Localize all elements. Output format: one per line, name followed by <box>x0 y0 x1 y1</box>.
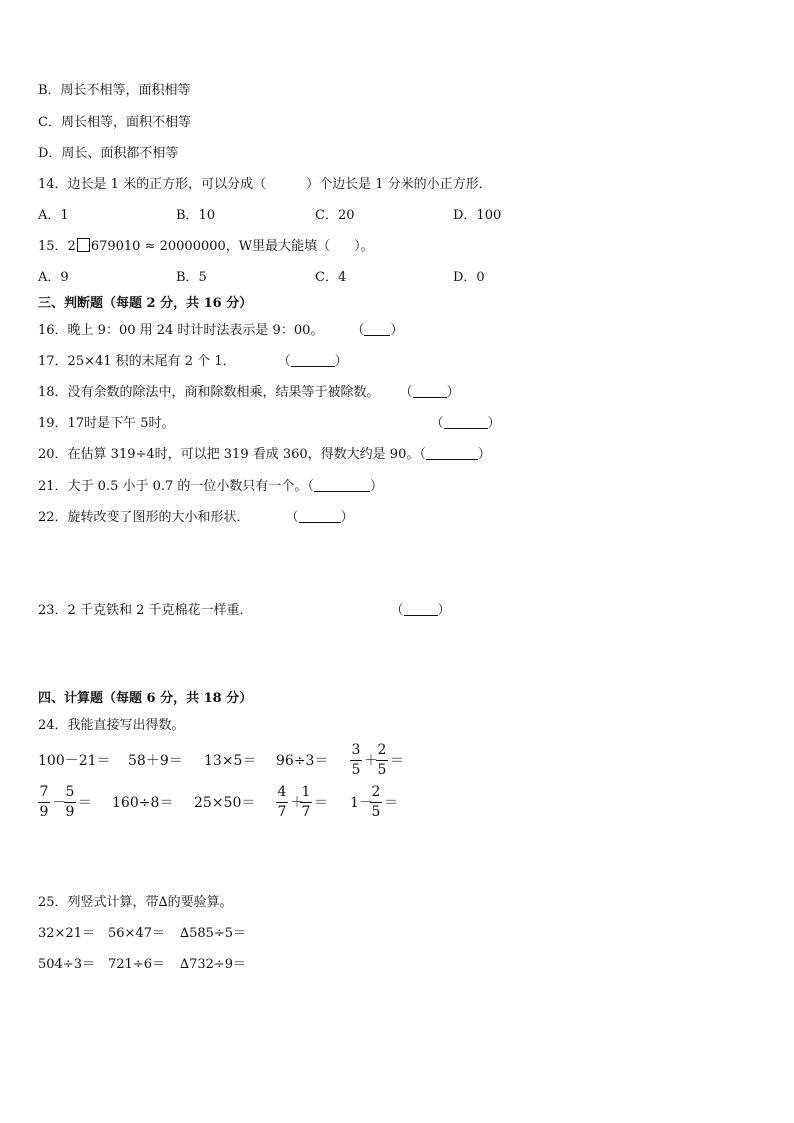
judgment-20-open: （ <box>419 447 426 462</box>
calc-25-6: ∆732÷9＝ <box>180 957 247 972</box>
calc-25-2: 56×47＝ <box>108 926 165 941</box>
judgment-18-open: （ <box>399 385 413 400</box>
judgment-22-blank[interactable] <box>299 508 341 528</box>
fraction-7-9 <box>38 784 50 821</box>
calc-25-1: 32×21＝ <box>38 926 95 941</box>
judgment-19-open: （ <box>430 416 444 431</box>
numerator: 2 <box>371 784 381 800</box>
calc-24-3: 13×5＝ <box>204 753 257 769</box>
question-15-text-c: ）。 <box>354 239 374 254</box>
question-24-title: 24．我能直接写出得数。 <box>38 718 185 733</box>
judgment-17-close: ） <box>334 354 348 369</box>
judgment-20-close: ） <box>477 447 491 462</box>
judgment-23-blank[interactable] <box>404 601 438 621</box>
question-14-text-a: 14．边长是 1 米的正方形，可以分成（ <box>38 177 267 192</box>
numerator: 5 <box>65 784 75 800</box>
fraction-2-5b <box>370 784 382 821</box>
fraction-4-7 <box>276 784 288 821</box>
option-d-prev: D．周长、面积都不相等 <box>38 146 179 161</box>
question-14-text-b: ）个边长是 1 分米的小正方形． <box>306 177 492 192</box>
judgment-19-close: ） <box>487 416 501 431</box>
denominator: 5 <box>371 804 381 820</box>
q14-option-d: D．100 <box>453 208 502 223</box>
numerator: 4 <box>277 784 287 800</box>
judgment-20 <box>38 445 491 465</box>
judgment-21-blank[interactable] <box>314 477 370 497</box>
judgment-16-text: 16．晚上 9：00 用 24 时计时法表示是 9：00。 <box>38 323 324 338</box>
judgment-22-open: （ <box>285 510 299 525</box>
judgment-19 <box>38 414 501 434</box>
plus-operator: ＋ <box>364 753 378 769</box>
judgment-16-open: （ <box>351 323 365 338</box>
calc-24-4: 96÷3＝ <box>276 753 329 769</box>
judgment-16-close: ） <box>390 323 404 338</box>
q15-option-d: D．0 <box>453 270 485 285</box>
digit-box[interactable] <box>77 238 90 252</box>
whole-minus: 1－ <box>350 795 373 811</box>
fraction-5-9 <box>64 784 76 821</box>
denominator: 9 <box>65 804 75 820</box>
fraction-1-7 <box>300 784 312 821</box>
question-14 <box>38 175 492 195</box>
q14-option-a: A．1 <box>38 208 69 223</box>
question-15-text-a: 15．2 <box>38 239 76 254</box>
judgment-21-open: （ <box>307 479 314 494</box>
judgment-19-text: 19．17时是下午 5时。 <box>38 416 175 431</box>
denominator: 7 <box>301 804 311 820</box>
calc-24-7: 25×50＝ <box>194 795 256 811</box>
q15-option-a: A．9 <box>38 270 69 285</box>
judgment-22 <box>38 508 354 528</box>
numerator: 3 <box>351 742 361 758</box>
judgment-23-open: （ <box>390 603 404 618</box>
equals-sign: ＝ <box>384 795 398 811</box>
question-25-title: 25．列竖式计算，带∆的要验算。 <box>38 895 233 910</box>
judgment-23 <box>38 601 451 621</box>
q15-option-c: C．4 <box>315 270 347 285</box>
calc-24-2: 58＋9＝ <box>128 753 183 769</box>
equals-sign: ＝ <box>390 753 404 769</box>
judgment-18 <box>38 383 460 403</box>
calc-24-6: 160÷8＝ <box>112 795 174 811</box>
denominator: 7 <box>277 804 287 820</box>
section-3-title: 三、判断题（每题 2 分，共 16 分） <box>38 296 253 311</box>
judgment-21-text: 21．大于 0.5 小于 0.7 的一位小数只有一个。 <box>38 479 308 494</box>
judgment-16-blank[interactable] <box>364 321 390 341</box>
judgment-19-blank[interactable] <box>444 414 488 434</box>
calc-25-3: ∆585÷5＝ <box>180 926 247 941</box>
judgment-17-blank[interactable] <box>291 352 335 372</box>
plus-operator: ＋ <box>290 795 304 811</box>
judgment-23-text: 23．2 千克铁和 2 千克棉花一样重． <box>38 603 253 618</box>
judgment-23-close: ） <box>437 603 451 618</box>
q14-option-c: C．20 <box>315 208 355 223</box>
question-15 <box>38 237 374 257</box>
judgment-18-text: 18．没有余数的除法中，商和除数相乘，结果等于被除数。 <box>38 385 380 400</box>
numerator: 2 <box>377 742 387 758</box>
option-b-prev: B．周长不相等，面积相等 <box>38 83 191 98</box>
judgment-22-text: 22．旋转改变了图形的大小和形状． <box>38 510 250 525</box>
judgment-17 <box>38 352 348 372</box>
numerator: 7 <box>39 784 49 800</box>
judgment-17-text: 17．25×41 积的末尾有 2 个 1． <box>38 354 236 369</box>
equals-sign: ＝ <box>78 795 92 811</box>
calc-25-5: 721÷6＝ <box>108 957 165 972</box>
judgment-20-text: 20．在估算 319÷4时，可以把 319 看成 360，得数大约是 90。 <box>38 447 420 462</box>
judgment-16 <box>38 321 403 341</box>
question-15-text-b: 679010 ≈ 20000000，W里最大能填（ <box>90 239 331 254</box>
judgment-20-blank[interactable] <box>426 445 478 465</box>
denominator: 9 <box>39 804 49 820</box>
option-c-prev: C．周长相等，面积不相等 <box>38 115 191 130</box>
minus-operator: － <box>52 795 66 811</box>
fraction-2-5 <box>376 742 388 779</box>
section-4-title: 四、计算题（每题 6 分，共 18 分） <box>38 691 253 706</box>
judgment-21 <box>38 477 383 497</box>
calc-24-1: 100－21＝ <box>38 753 111 769</box>
denominator: 5 <box>377 762 387 778</box>
judgment-21-close: ） <box>369 479 383 494</box>
numerator: 1 <box>301 784 311 800</box>
fraction-3-5 <box>350 742 362 779</box>
judgment-22-close: ） <box>340 510 354 525</box>
judgment-18-blank[interactable] <box>413 383 447 403</box>
judgment-18-close: ） <box>446 385 460 400</box>
q15-option-b: B．5 <box>176 270 207 285</box>
calc-25-4: 504÷3＝ <box>38 957 95 972</box>
denominator: 5 <box>351 762 361 778</box>
judgment-17-open: （ <box>277 354 291 369</box>
q14-option-b: B．10 <box>176 208 216 223</box>
equals-sign: ＝ <box>314 795 328 811</box>
